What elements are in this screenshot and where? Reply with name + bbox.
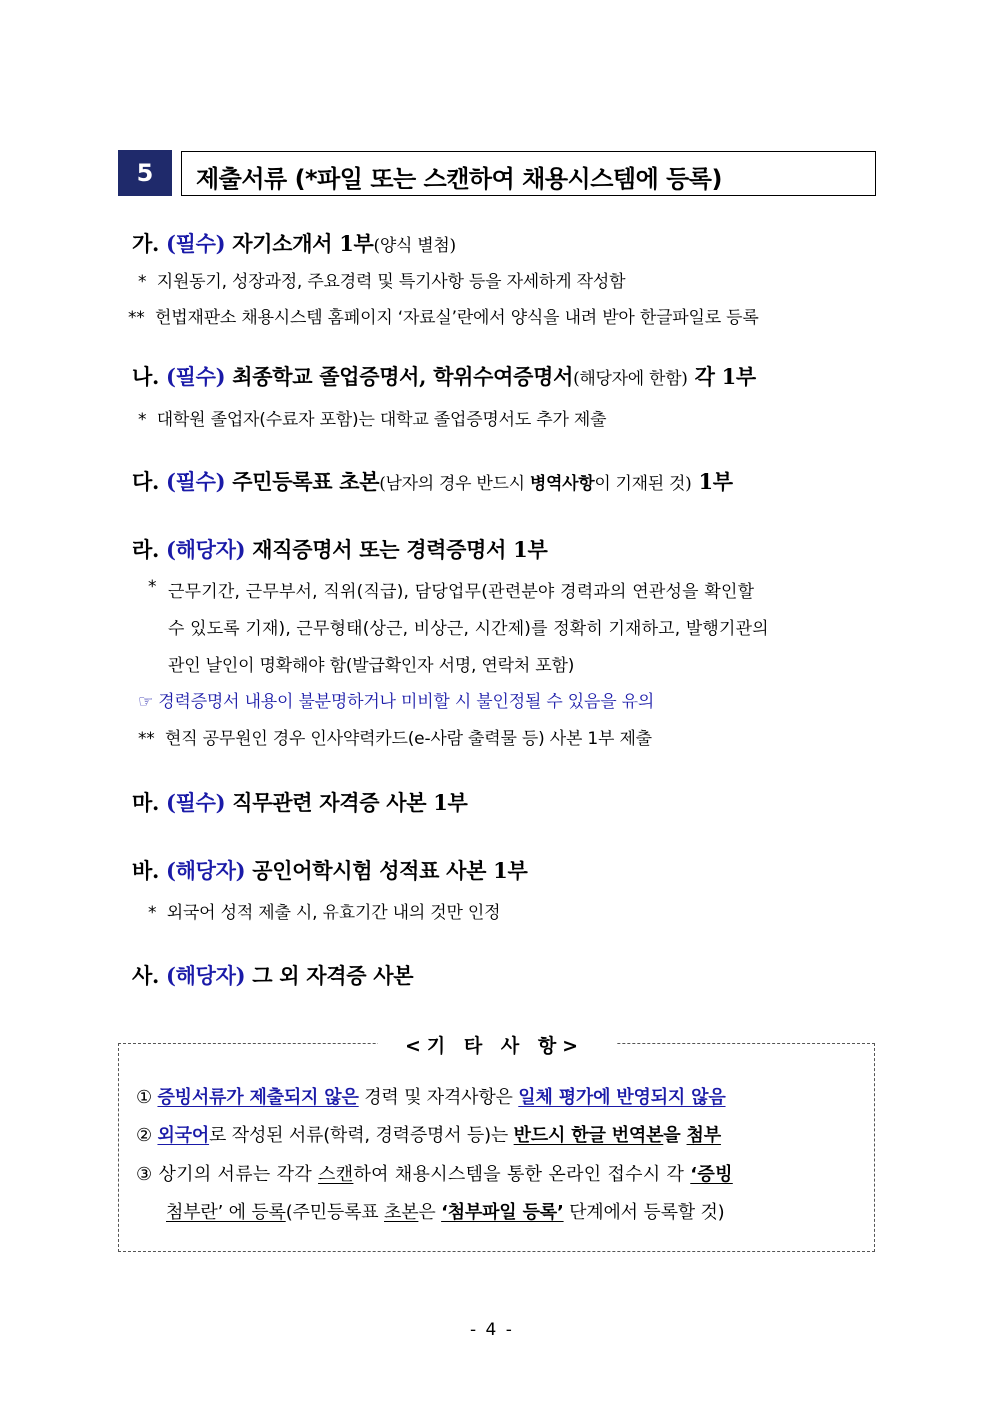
emphasis-text: ‘첨부파일 등록’ (441, 1202, 564, 1223)
item-tag: (해당자) (166, 963, 246, 988)
misc-line-2 (136, 1121, 721, 1147)
note-text: 지원동기, 성장과정, 주요경력 및 특기사항 등을 자세하게 작성함 (156, 272, 626, 292)
emphasis-text: 첨부 (686, 1125, 721, 1146)
item-tag: (필수) (166, 364, 226, 389)
section-number: 5 (118, 150, 172, 196)
item-ra-heading (132, 534, 547, 564)
item-prefix: 라. (132, 537, 159, 562)
item-prefix: 다. (132, 469, 159, 494)
note-text: 근무기간, 근무부서, 직위(직급), 담당업무(관련분야 경력과의 연관성을 확인할 (168, 582, 755, 602)
emphasis-text: ‘증빙 (690, 1164, 733, 1185)
item-ga-heading (132, 228, 456, 258)
item-small: 이 기재된 것) (594, 474, 692, 494)
note-text: 관인 날인이 명확해야 함(발급확인자 서명, 연락처 포함) (168, 656, 575, 676)
note-line (138, 267, 625, 292)
misc-title: <기 타 사 항> (405, 1035, 585, 1057)
plain-text: 은 (418, 1202, 442, 1223)
plain-text: 하여 채용시스템을 통한 온라인 접수시 각 (353, 1164, 691, 1185)
plain-text: 단계에서 등록할 것) (563, 1202, 725, 1223)
plain-text: 상기의 서류는 각각 (158, 1164, 319, 1185)
emphasis-text: 스캔 (318, 1164, 354, 1185)
note-mark: * (148, 903, 157, 923)
note-mark: * (138, 410, 147, 430)
item-small: (양식 별첨) (373, 236, 456, 256)
item-title: 최종학교 졸업증명서, 학위수여증명서 (232, 364, 574, 389)
item-sa-heading (132, 960, 413, 990)
note-text: 외국어 성적 제출 시, 유효기간 내의 것만 인정 (166, 903, 501, 923)
plain-text: (주민등록표 (285, 1202, 384, 1223)
item-title: 그 외 자격증 사본 (252, 963, 414, 988)
item-title: 공인어학시험 성적표 사본 1부 (252, 858, 528, 883)
item-na-heading (132, 361, 756, 391)
note-line (138, 405, 606, 430)
item-suffix: 1부 (698, 469, 733, 494)
item-title: 직무관련 자격증 사본 1부 (232, 790, 468, 815)
note-line (128, 303, 759, 328)
item-small: (남자의 경우 반드시 (379, 474, 530, 494)
note-text: 현직 공무원인 경우 인사약력카드(e-사람 출력물 등) 사본 1부 제출 (165, 729, 652, 749)
note-text: 대학원 졸업자(수료자 포함)는 대학교 졸업증명서도 추가 제출 (156, 410, 607, 430)
circled-number: ① (136, 1087, 152, 1108)
item-prefix: 바. (132, 858, 159, 883)
note-text: 헌법재판소 채용시스템 홈페이지 ‘자료실’란에서 양식을 내려 받아 한글파일로 등록 (155, 308, 759, 328)
note-text: 수 있도록 기재), 근무형태(상근, 비상근, 시간제)를 정확히 기재하고, 발행기관의 (168, 619, 769, 639)
note-line (138, 724, 652, 749)
circled-number: ② (136, 1125, 152, 1146)
item-prefix: 가. (132, 231, 159, 256)
note-line (148, 898, 500, 923)
emphasis-text: 첨부란’ 에 등록 (166, 1202, 286, 1223)
item-tag: (필수) (166, 469, 226, 494)
item-small-bold: 병역사항 (529, 474, 595, 494)
item-small: (해당자에 한함) (573, 369, 688, 389)
plain-text: 로 작성된 서류(학력, 경력증명서 등)는 (209, 1125, 514, 1146)
item-ba-heading (132, 855, 527, 885)
section-title: 제출서류 (*파일 또는 스캔하여 채용시스템에 등록) (196, 165, 722, 193)
emphasis-text: 일체 평가에 반영되지 않음 (518, 1087, 726, 1108)
item-title: 재직증명서 또는 경력증명서 1부 (252, 537, 548, 562)
misc-line-4 (166, 1198, 725, 1224)
misc-line-3 (136, 1160, 733, 1186)
emphasis-text: 외국어 (157, 1125, 210, 1146)
item-tag: (필수) (166, 231, 226, 256)
note-mark: ** (138, 729, 155, 749)
note-mark: * (138, 272, 147, 292)
item-title: 자기소개서 1부 (232, 231, 374, 256)
item-prefix: 나. (132, 364, 159, 389)
item-tag: (필수) (166, 790, 226, 815)
item-prefix: 사. (132, 963, 159, 988)
note-mark: ** (128, 308, 145, 328)
item-da-heading (132, 466, 733, 496)
item-title: 주민등록표 초본 (232, 469, 380, 494)
item-ma-heading (132, 787, 468, 817)
warning-line (138, 687, 654, 712)
item-tag: (해당자) (166, 537, 246, 562)
circled-number: ③ (136, 1164, 153, 1185)
plain-text: 경력 및 자격사항은 (358, 1087, 519, 1108)
emphasis-text: 초본 (384, 1202, 419, 1223)
misc-line-1 (136, 1083, 726, 1109)
plain-text: 을 (663, 1125, 687, 1146)
pointing-hand-icon: ☞ (138, 692, 154, 712)
page-number: - 4 - (470, 1320, 514, 1340)
emphasis-text: 증빙서류가 제출되지 않은 (157, 1087, 359, 1108)
item-suffix: 각 1부 (694, 364, 756, 389)
item-prefix: 마. (132, 790, 159, 815)
note-mark: * (148, 577, 157, 597)
emphasis-text: 반드시 한글 번역본 (513, 1125, 664, 1146)
item-tag: (해당자) (166, 858, 246, 883)
note-text: 경력증명서 내용이 불분명하거나 미비할 시 불인정될 수 있음을 유의 (158, 692, 655, 712)
